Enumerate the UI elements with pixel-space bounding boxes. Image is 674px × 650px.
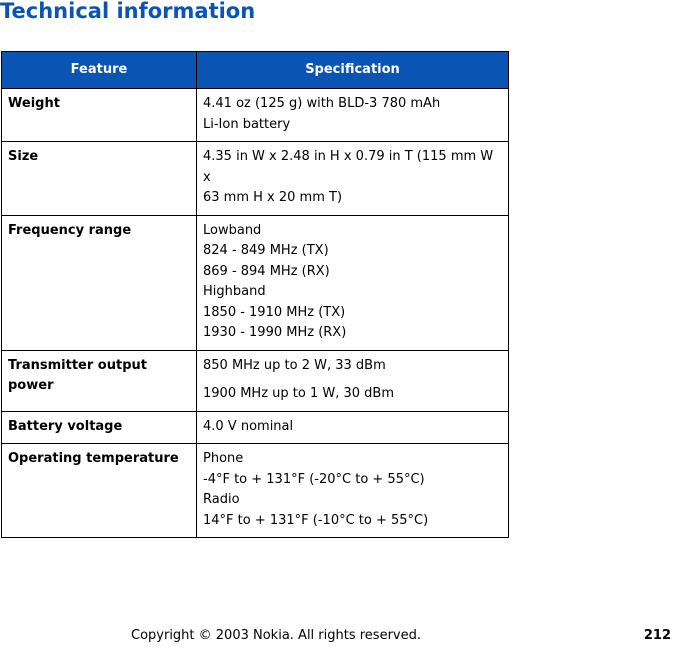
spec-line: 63 mm H x 20 mm T) <box>203 190 343 205</box>
page-number: 212 <box>643 628 671 643</box>
table-header-row <box>2 52 509 89</box>
spec-line: Lowband <box>203 222 262 238</box>
spec-cell <box>197 142 509 216</box>
spec-line: 14°F to + 131°F (-10°C to + 55°C) <box>203 512 429 528</box>
spec-line: 1900 MHz up to 1 W, 30 dBm <box>203 386 395 401</box>
spec-cell <box>197 444 509 538</box>
table-row <box>2 444 509 538</box>
spec-line: 4.0 V nominal <box>203 418 294 434</box>
spec-line: 1930 - 1990 MHz (RX) <box>203 325 347 340</box>
column-header-feature: Feature <box>2 52 197 89</box>
feature-cell: Frequency range <box>2 215 197 350</box>
feature-cell: Operating temperature <box>2 444 197 538</box>
column-header-specification: Specification <box>197 52 509 89</box>
spec-line: 4.41 oz (125 g) with BLD-3 780 mAh <box>203 96 441 111</box>
spec-table <box>1 51 509 538</box>
spec-line: 1850 - 1910 MHz (TX) <box>203 304 346 320</box>
spec-line: 4.35 in W x 2.48 in H x 0.79 in T (115 mm W x <box>203 149 494 185</box>
spec-line: 824 - 849 MHz (TX) <box>203 243 329 258</box>
table-row <box>2 89 509 142</box>
spec-cell <box>197 89 509 142</box>
spec-line: 869 - 894 MHz (RX) <box>203 263 330 279</box>
table-row <box>2 215 509 350</box>
spec-line: Highband <box>203 284 266 299</box>
table-row <box>2 350 509 411</box>
feature-cell: Transmitter output power <box>2 350 197 411</box>
spec-line: Phone <box>203 451 244 466</box>
feature-cell: Weight <box>2 89 197 142</box>
page-title: Technical information <box>0 0 256 23</box>
table-row <box>2 411 509 444</box>
feature-cell: Size <box>2 142 197 216</box>
spec-line: Radio <box>203 492 240 507</box>
copyright-footer: Copyright © 2003 Nokia. All rights reserved. <box>131 628 421 643</box>
feature-cell: Battery voltage <box>2 411 197 444</box>
spec-cell <box>197 350 509 411</box>
spec-cell <box>197 411 509 444</box>
table-row <box>2 142 509 216</box>
spec-line: 850 MHz up to 2 W, 33 dBm <box>203 357 386 373</box>
spec-line: Li-Ion battery <box>203 116 291 132</box>
spec-cell <box>197 215 509 350</box>
spec-line: -4°F to + 131°F (-20°C to + 55°C) <box>203 471 425 487</box>
